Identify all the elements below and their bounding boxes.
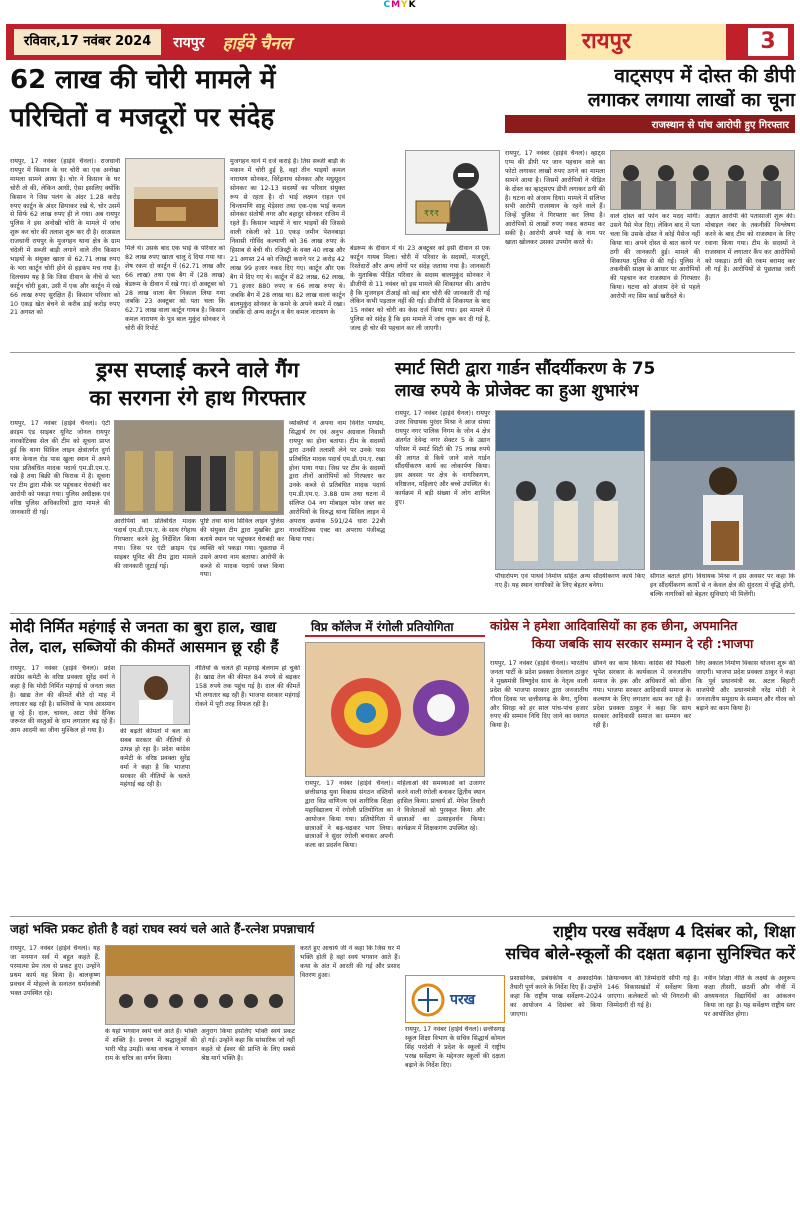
story-rangoli-col1: रायपुर, 17 नवंबर (हाईवे चैनल)। छत्तीसगढ़ युवा विकास संगठन वस्तियों द्वारा विप्र वाणिज्य एवं शारीरिक शिक्षा महाविद्यालय में रंगोली प्रतियोगिता का आयोजन किया गया। प्रतियोगिता में छात्राओं ने बढ़-चढ़कर भाग लिया। छात्राओं ने सुंदर रंगोली बनाकर अपनी कला का प्रदर्शन किया।	[305, 780, 393, 850]
thief-illustration	[405, 150, 500, 235]
headline-tribal-line2: किया जबकि साय सरकार सम्मान दे रही :भाजपा	[531, 636, 754, 652]
story-drugs-col2: आरोपियों को प्रतिबंधित मादक पदार्थ एम.डी.एम.ए. के साथ रंगेहाथ गिरफ्तार करने हेतु निर्देशित किया गया। जिस पर एंटी क्राइम एंड साइबर यूनिट की टीम द्वारा मामले की जानकारी जुटाई गई।	[114, 518, 196, 570]
story-whatsapp-col3: अज्ञात आरोपी की पतासाजी शुरू की। मोबाइल नंबर के तकनीकी विश्लेषण करने के बाद टीम को राजस्थान के लिए रवाना किया गया। टीम के सदस्यों ने राजस्थान में लगातार कैंप कर आरोपियों को पकड़ा। ठगी की रकम बरामद कर ली गई है। आरोपियों से पूछताछ जारी है।	[705, 213, 795, 283]
story-bhakti-col1: रायपुर, 17 नवंबर (हाईवे चैनल)। यह जा मनमान सर्व में बहुत कहते हैं, परमात्मा प्रेम तत्व से प्रकट हुए। उन्होंने प्रथम कार्य यह किया है। बालकृष्ण प्रवचन में मोहल्ले के सनातन धर्मावलंबी भक्त उपस्थित रहे।	[10, 945, 100, 997]
headline-inflation-line1: मोदी निर्मित महंगाई से जनता का बुरा हाल, खाद्य	[10, 618, 277, 636]
story-whatsapp	[505, 66, 795, 133]
pravachan-photo	[105, 945, 295, 1025]
bed-photo	[125, 158, 225, 240]
story-parakh-col3: क्रियान्वयन की जिम्मेदारी सौंपी गई है। 146 विकासखंडों में सर्वेक्षण किया जाएगा। कलेक्टरों को भी निगरानी की जिम्मेदारी दी गई है।	[607, 975, 699, 1009]
headline-parakh-line1: राष्ट्रीय परख सर्वेक्षण 4 दिसंबर को, शिक्षा	[553, 922, 795, 941]
story-drugs-col3: पुष्टि तथा थाना सिविल लाइन पुलिस की संयुक्त टीम द्वारा मुखबिर द्वारा बताये स्थान पर पहुंचकर घेराबंदी कर व्यक्ति को पकड़ा गया। पूछताछ में उसने अपना नाम बताया। आरोपी के कब्जे से मादक पदार्थ जब्त किया गया।	[200, 518, 284, 579]
headline-bhakti: जहां भक्ति प्रकट होती है वहां राघव स्वयं चले आते हैं-रत्नेश प्रपन्नाचार्य	[10, 922, 315, 936]
story-inflation-col3: नीतियों के चलते ही महंगाई बेलगाम हो चुकी है। खाद्य तेल की कीमत 84 रुपये से बढ़कर 158 रुपये तक पहुंच गई है। दाल की कीमतें भी लगातार बढ़ रही हैं। भाजपा सरकार महंगाई रोकने में पूरी तरह विफल रही है।	[195, 665, 300, 708]
story-parakh-col1: रायपुर, 17 नवंबर (हाईवे चैनल)। छत्तीसगढ़ स्कूल शिक्षा विभाग के सचिव सिद्धार्थ कोमल सिंह परदेशी ने प्रदेश के स्कूलों में राष्ट्रीय परख सर्वेक्षण के मद्देनजर स्कूलों की दक्षता बढ़ाने के निर्देश दिए।	[405, 1026, 505, 1069]
story-theft-col2: मिले थे। उसके बाद एक भाई के परिवार को 82 लाख रुपए खाता चालू दे दिया गया था। शेष रकम दो कार्टून में (62.71 लाख और 66 लाख) तथा एक बैग में (28 लाख) बेडरूम के दीवान में रखे गए। दो अक्टूबर को 28 लाख वाला बैग निकाल लिया गया जबकि 23 अक्टूबर को पता चला कि 62.71 लाख वाला कार्टून गायब है। किसान कमल नारायण के पुत्र बाल मुकुंद सोनकर ने चोरी की रिपोर्ट	[125, 245, 225, 333]
headline-whatsapp-line2: लगाकर लगाया लाखों का चूना	[587, 88, 795, 111]
story-tribal-col2: छीनने का काम किया। कांग्रेस की पिछली भूपेश सरकार के कार्यकाल में जनजातीय समाज के हक और अधिकारों को छीना गया। भाजपा सरकार आदिवासी समाज के कल्याण के लिए लगातार काम कर रही है। प्रदेश प्रवक्ता ठाकुर ने कहा कि साय सरकार आदिवासी समाज का सम्मान कर रही है।	[593, 660, 691, 730]
story-tribal-col3: लिए अकाल निर्माण विकास योजना शुरू की जाएगी। भाजपा प्रदेश प्रवक्ता ठाकुर ने कहा कि पूर्व प्रधानमंत्री स्व. अटल बिहारी वाजपेयी और प्रधानमंत्री नरेंद्र मोदी ने जनजातीय समुदाय के सम्मान और गौरव को बढ़ाने का काम किया है।	[696, 660, 795, 712]
story-inflation-col1: रायपुर, 17 नवंबर (हाईवे चैनल)। प्रदेश कांग्रेस कमेटी के वरिष्ठ प्रवक्ता सुरेंद्र वर्मा ने कहा है कि मोदी निर्मित महंगाई से जनता त्रस्त है। खाद्य तेल की कीमतें बीते दो माह में लगातार बढ़ रही है। सब्जियों के भाव आसमान छू रहे हैं। दाल, चावल, आटा जैसे दैनिक जरूरत की वस्तुओं के दाम लगातार बढ़ रहे हैं। आम आदमी का जीना मुश्किल हो गया है।	[10, 665, 115, 735]
headline-whatsapp-line1: वाट्सएप में दोस्त की डीपी	[614, 65, 795, 87]
story-tribal-col1: रायपुर, 17 नवंबर (हाईवे चैनल)। भारतीय जनता पार्टी के प्रदेश प्रवक्ता देवलाल ठाकुर ने मुख्यमंत्री विष्णुदेव साय के नेतृत्व वाली प्रदेश की भाजपा सरकार द्वारा जनजातीय गौरव दिवस पर छत्तीसगढ़ के बैगा, गुनिया और सिरहा को हर साल पांच-पांच हजार रुपए की सम्मान निधि दिए जाने का स्वागत किया है।	[490, 660, 588, 730]
masthead	[6, 24, 794, 60]
headline-smartcity-line1: स्मार्ट सिटी द्वारा गार्डन सौंदर्यीकरण के 75	[395, 359, 656, 379]
story-bhakti-col4: करते हुए आचार्य जी ने कहा कि जिस घर में भक्ति होती है वहां स्वयं भगवान आते हैं। कथा के अंत में आरती की गई और प्रसाद वितरण हुआ।	[300, 945, 400, 979]
headline-drugs-line1: ड्रग्स सप्लाई करने वाले गैंग	[96, 358, 299, 382]
headline-drugs-line2: का सरगना रंगे हाथ गिरफ्तार	[89, 386, 306, 411]
page-number: 3	[748, 28, 788, 56]
svg-text:₹₹₹: ₹₹₹	[424, 209, 440, 218]
parakh-logo	[405, 975, 505, 1023]
story-rangoli-col2: महिलाओं की समस्याओं को उजागर करने वाली रंगोली बनाकर द्वितीय स्थान हासिल किया। प्राचार्य डॉ. मेघेश तिवारी ने विजेताओं को पुरस्कृत किया और छात्राओं का उत्साहवर्धन किया। कार्यक्रम में शिक्षकगण उपस्थित रहे।	[397, 780, 485, 832]
story-bhakti-col3: अनुराग किया इसलिए भक्ति स्वयं प्रकट हो गई। उन्होंने कहा कि सांसारिक जो नहीं कहते वो ईश्वर की प्राप्ति के लिए सबसे श्रेष्ठ मार्ग भक्ति है।	[201, 1028, 295, 1062]
story-bhakti-col2: के यहां भगवान स्वयं चले आते हैं। भक्ति में शक्ति है। प्रवचन में श्रद्धालुओं की भारी भीड़ उमड़ी। कथा वाचक ने भगवान राम के चरित्र का वर्णन किया।	[105, 1028, 197, 1062]
story-theft	[10, 66, 490, 134]
story-drugs-col4: व्यक्तियों ने अपना नाम विनीत पाण्डेय, सिद्धार्थ रंग एवं अनुभ अग्रवाल निवासी रायपुर का होना बताया। टीम के सदस्यों द्वारा उनकी तलाशी लेने पर उनके पास प्रतिबंधित मादक पदार्थ एम.डी.एम.ए. रखा होना पाया गया। जिस पर टीम के सदस्यों द्वारा तीनों आरोपियों को गिरफ्तार कर उनके कब्जे से प्रतिबंधित मादक पदार्थ एम.डी.एम.ए. 3.88 ग्राम तथा घटना में संलिप्त 04 नग मोबाइल फोन जब्त कर आरोपियों के विरुद्ध थाना सिविल लाइन में अपराध क्रमांक 591/24 धारा 22बी नारकोटिक्स एक्ट का अपराध पंजीबद्ध किया गया।	[289, 420, 385, 543]
story-parakh-col4: नवीन शिक्षा नीति के लक्ष्यों के अनुरूप कक्षा तीसरी, छठवीं और नौवीं में अध्ययनरत विद्यार्थियों का आंकलन किया जा रहा है। यह सर्वेक्षण राष्ट्रीय स्तर पर आयोजित होगा।	[704, 975, 795, 1018]
story-drugs-col1: रायपुर, 17 नवंबर (हाईवे चैनल)। एंटी क्राइम एंड साइबर यूनिट जोनल रायपुर नारकोटिक्स सेल की टीम को सूचना प्राप्त हुई कि थाना सिविल लाइन क्षेत्रांतर्गत दुर्गा नगर केनाल रोड पास खुला स्थान में अपने पास प्रतिबंधित मादक पदार्थ एम.डी.एम.ए. रखे है तथा बिक्री की फिराक में है। सूचना पर टीम द्वारा मौके पर पहुंचकर घेराबंदी कर आरोपी को पकड़ा गया। पुलिस अधीक्षक एवं वरिष्ठ पुलिस अधिकारियों द्वारा मामले की जानकारी दी गई।	[10, 420, 110, 517]
rangoli-photo	[305, 642, 485, 777]
cmyk-y: Y	[401, 0, 409, 10]
story-whatsapp-col1: रायपुर, 17 नवंबर (हाईवे चैनल)। व्हाट्स एप्प की डीपी पर जान पहचान वाले का फोटो लगाकर लाखों रुपए ठगने का मामला सामने आया है। जिसमें आरोपियों ने पीड़ित के दोस्त का व्हाट्सएप डीपी लगाकर ठगी की है। घटना को अंजाम दिया। मामले में संलिप्त सभी आरोपी राजस्थान के रहने वाले हैं। जिन्हें पुलिस ने गिरफ्तार कर लिया है। आरोपियों से लाखों रुपए नकद बरामद कर सकी है। आरोपी अपने भाई के नाम पर खाता खोलकर उसका उपयोग करते थे।	[505, 150, 605, 247]
headline-smartcity-line2: लाख रुपये के प्रोजेक्ट का हुआ शुभारंभ	[395, 381, 639, 402]
whatsapp-strap: राजस्थान से पांच आरोपी हुए गिरफ्तार	[505, 115, 795, 133]
story-inflation	[10, 617, 300, 658]
headline-theft-line2: परिचितों व मजदूरों पर संदेह	[10, 102, 275, 133]
headline-theft-line1: 62 लाख की चोरी मामले में	[10, 65, 276, 95]
headline-parakh-line2: सचिव बोले-स्कूलों की दक्षता बढ़ाना सुनिश्चित करें	[505, 943, 795, 963]
divider	[10, 916, 795, 917]
story-parakh	[405, 921, 795, 964]
story-bhakti	[10, 921, 400, 938]
story-theft-col4: बेडरूम के दीवान में थे। 23 अक्टूबर को इसी दीवान से एक कार्टून गायब मिला। चोरी में परिवार के सदस्यों, मजदूरों, रिश्तेदारों और अन्य लोगों पर संदेह जताया गया है। जानकारी के मुताबिक पीड़ित परिवार के सदस्य बालमुकुंद सोनकर ने डीजीपी से 11 नवंबर को इस मामले की शिकायत की। आरोप है कि मुजगहन टीआई को कई बार चोरी की जानकारी दी गई लेकिन कभी पड़ताल नहीं की गई। डीजीपी से शिकायत के बाद 15 नवंबर को चोरी का केस दर्ज किया गया। इस मामले में पुलिस को संदेह है कि इस मामले में जांच शुरू कर दी गई है, जल्द ही चोर की पहचान कर ली जाएगी।	[350, 245, 490, 333]
story-tribal	[490, 617, 795, 653]
story-theft-col1: रायपुर, 17 नवंबर (हाईवे चैनल)। राजधानी रायपुर में किसान के घर चोरी का एक अनोखा मामला सामने आया है। चोर ने किसान के घर चोरी तो की, लेकिन आधी, ऐसा इसलिए क्योंकि किसान ने जिस पलंग के अंदर 1.28 करोड़ रुपए कार्टून के अंदर छिपाकर रखे थे, चोर उसमें से सिर्फ 62 लाख रुपए ही ले गया। अब रायपुर पुलिस ने इस अनोखी चोरी के मामले में जांच शुरू कर चोर की तलाश शुरू कर दी है। दरअसल राजधानी रायपुर के मुजगहन थाना क्षेत्र के ग्राम चंदेली में सब्जी बाड़ी लगाने वाले तीन किसान भाइयों के संयुक्त खाता से 62.71 लाख रुपए के भरा कार्टून चोरी होने से हड़कंप मच गया है। दिलचस्प यह है कि जिस दीवान के नीचे से भरा कार्टून चोरी हुआ, उसी में एक और कार्टून में रखे 66 लाख रुपए सुरक्षित हैं। किसान परिवार को 10 एकड़ खेत बेचने से करीब डाई करोड़ रुपए 21 अगस्त को	[10, 158, 120, 317]
divider	[10, 352, 795, 353]
headline-inflation-line2: तेल, दाल, सब्जियों की कीमतें आसमान छू रही हैं	[10, 638, 279, 657]
headline-tribal-line1: कांग्रेस ने हमेशा आदिवासियों का हक छीना, अपमानित	[490, 618, 738, 633]
speech-photo	[650, 410, 795, 570]
story-drugs	[10, 358, 385, 410]
story-smartcity	[395, 358, 795, 402]
story-parakh-col2: प्रशासनिक, प्रबंधकीय व अकादमिक तैयारी पूर्ण करने के निर्देश दिए हैं। उन्होंने कहा कि राष्ट्रीय परख सर्वेक्षण-2024 का आयोजन 4 दिसंबर को किया जाएगा।	[510, 975, 602, 1018]
cmyk-c: C	[383, 0, 392, 10]
smartcity-caption2: सौगात बताते होंगे। विधायक मिश्रा ने इस अवसर पर कहा कि इन सौंदर्यीकरण कार्यों से न केवल क्षेत्र की सुंदरता में वृद्धि होगी, बल्कि नागरिकों को बेहतर सुविधाएं भी मिलेंगी।	[650, 573, 795, 598]
masthead-city: रायपुर	[173, 34, 205, 51]
brand-logo: हाईवे चैनल	[222, 33, 292, 54]
cmyk-color-marks	[0, 0, 800, 12]
inauguration-photo	[495, 410, 645, 570]
story-theft-col3: मुजगहन थाने में दर्ज कराई है। तिस सब्जी बाड़ी के मकान में चोरी हुई है, वहां तीन भाइयों कमल नारायण सोनकर, विरेंद्रनाथ सोनकर और मधुसूदन सोनकर का 12-13 सदस्यों का परिवार संयुक्त रूप से रहता है। दो भाई लक्ष्मन राहत एवं चिन्तामणि साहू मेड़ेसरा तथा एक-एक भाई कमल सोनकर संतोषी नगर और बहादुर सोनकर राजिम में रहते हैं। किसान भाइयों ने चार भाइयों की जिससे वाली रकेली को 10 एकड़ जमीन पेशनबाड़ा निवासी गोविंद कल्याणी को 36 लाख रुपए के हिसाब से बेची थी। रजिस्ट्री के वक्त 40 लाख और 21 अगस्त 24 को रजिस्ट्री कराने पर 2 करोड़ 42 लाख 99 हजार नकद दिए गए। कार्टून और एक बैग में दिए गए थे। कार्टून में 82 लाख, 62 लाख, 71 हजार 880 रुपए व 66 लाख रुपए थे। जबकि बैग में 28 लाख था। 82 लाख वाला कार्टून बालमुकुंद सोनकर के कमरे के अपने कमरे में रखा। जबकि दो अन्य कार्टून व बैग कमल नारायण के	[230, 158, 345, 317]
cmyk-k: K	[408, 0, 417, 10]
issue-date: रविवार,17 नवंबर 2024	[14, 29, 161, 55]
headline-rangoli: विप्र कॉलेज में रंगोली प्रतियोगिता	[305, 617, 485, 637]
story-inflation-col2: की बढ़ती कीमतों में बल का सबब सरकार की नीतियों से उत्पन्न हो रहा है। प्रदेश कांग्रेस कमेटी के वरिष्ठ प्रवक्ता सुरेंद्र वर्मा ने कहा है कि भाजपा सरकार की नीतियों के चलते महंगाई बढ़ रही है।	[120, 728, 190, 789]
accused-photo	[610, 150, 795, 210]
cmyk-m: M	[391, 0, 402, 10]
parakh-logo-text: परख	[450, 992, 476, 1008]
section-name: रायपुर	[566, 24, 726, 60]
smartcity-caption1: पौधारोपण एवं पाथवे निर्माण सहित अन्य सौंदर्यीकरण कार्य किए गए हैं। यह स्थान नागरिकों के लिए बेहतर बनेगा।	[495, 573, 645, 589]
story-smartcity-col1: रायपुर, 17 नवंबर (हाईवे चैनल)। रायपुर उत्तर विधायक पुरंदर मिश्रा ने आज संध्या रायपुर नगर पालिक निगम के जोन 4 क्षेत्र अंतर्गत देवेन्द्र नगर सेक्टर 5 के उद्यान परिसर में स्मार्ट सिटी की 75 लाख रुपये की लागत से किये जाने वाले गार्डन सौंदर्यीकरण कार्य का लोकार्पण किया। इस अवसर पर क्षेत्र के नागरिकगण, वरिष्ठजन, महिलाएं और बच्चे उपस्थित थे। कार्यक्रम में बड़ी संख्या में लोग शामिल हुए।	[395, 410, 490, 507]
police-photo	[114, 420, 284, 515]
story-whatsapp-col2: वाले दोस्त को फोन कर मदद मांगी। उसने पैसे भेज दिए। लेकिन बाद में पता चला कि उसके दोस्त ने कोई मैसेज नहीं किया था। अपने दोस्त से बात करने पर ठगी की जानकारी हुई। मामले की शिकायत पुलिस से की गई। पुलिस ने तकनीकी साक्ष्य के आधार पर आरोपियों की पहचान कर राजस्थान से गिरफ्तार किया। घटना को अंजाम देने से पहले आरोपी नए सिम कार्ड खरीदते थे।	[610, 213, 700, 301]
spokesperson-photo	[120, 665, 190, 725]
divider	[10, 613, 795, 614]
